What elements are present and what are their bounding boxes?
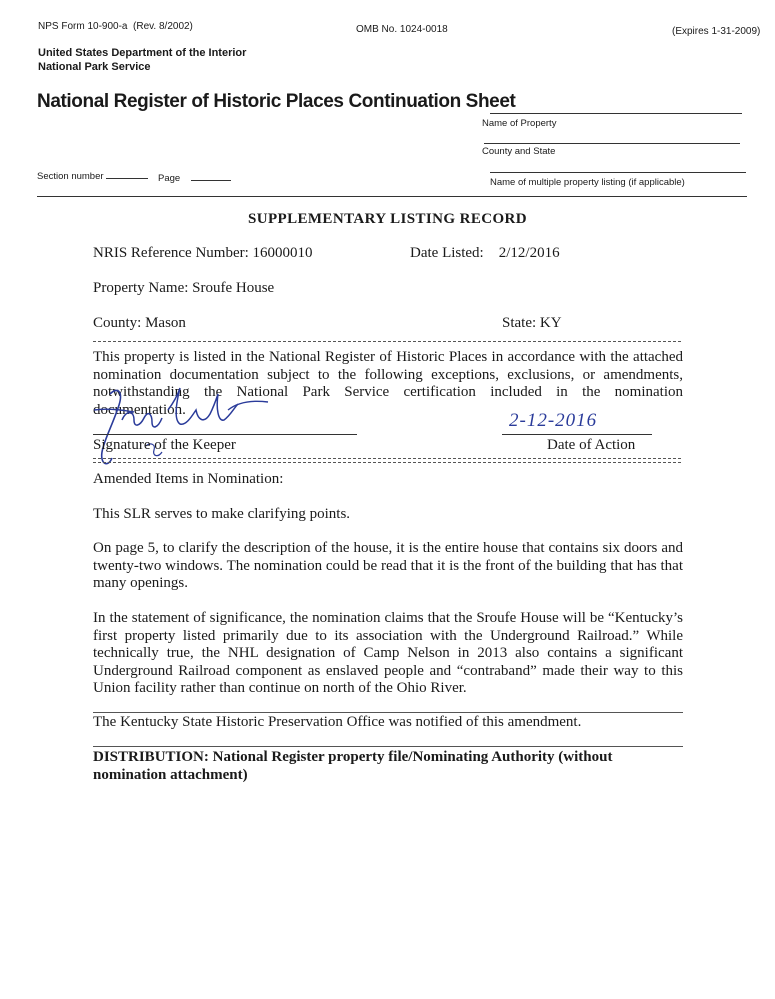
multiple-listing-label: Name of multiple property listing (if applicable)	[490, 177, 685, 188]
dashed-divider	[93, 341, 681, 342]
signature-label: Signature of the Keeper	[93, 437, 236, 453]
date-of-action-line	[502, 434, 652, 435]
nris-reference	[93, 245, 313, 263]
form-id	[38, 21, 193, 32]
multiple-listing-line	[490, 172, 746, 173]
department-name: United States Department of the Interior	[38, 47, 247, 59]
notice-bottom-line	[93, 746, 683, 747]
header-divider	[37, 196, 747, 197]
amendment-paragraph-significance: In the statement of significance, the nomination claims that the Sroufe House will be “Kentucky’s first property listed primarily due to its association with the Underground Railroad.” While technically true, the NHL designation of Camp Nelson in 2013 also contains a significant Underground Railroad component as enslaved people and “contraband” made their way to this Union facility rather than continue on north of the Ohio River.	[93, 610, 683, 696]
shpo-notice: The Kentucky State Historic Preservation Office was notified of this amendment.	[93, 714, 582, 730]
notice-top-line	[93, 712, 683, 713]
county-state-label: County and State	[482, 146, 556, 157]
amendment-intro: This SLR serves to make clarifying points.	[93, 506, 351, 522]
date-listed-label: Date Listed:	[410, 245, 484, 261]
section-number-field	[37, 171, 148, 182]
page-label: Page	[158, 173, 181, 184]
property-name-value: Sroufe House	[192, 280, 275, 296]
distribution-statement: DISTRIBUTION: National Register property file/Nominating Authority (without nomination attachment)	[93, 749, 613, 783]
date-of-action-handwritten: 2-12-2016	[509, 410, 598, 431]
listing-statement: This property is listed in the National Register of Historic Places in accordance with the attached nomination documentation subject to the following exceptions, exclusions, or amendments, notwithstanding the National Park Service certification included in the nomination documentation.	[93, 349, 683, 418]
state-value: KY	[539, 315, 562, 331]
date-listed	[410, 245, 560, 263]
service-name: National Park Service	[38, 61, 151, 73]
county-value: Mason	[145, 315, 186, 331]
page-field	[158, 173, 231, 184]
date-listed-value: 2/12/2016	[498, 245, 560, 261]
state-label: State:	[502, 315, 537, 331]
signature-line	[93, 434, 357, 435]
property-name	[93, 280, 274, 298]
section-number-input	[106, 178, 148, 179]
sheet-title: National Register of Historic Places Continuation Sheet	[37, 91, 516, 112]
county-state-line	[484, 143, 740, 144]
name-of-property-label: Name of Property	[482, 118, 557, 129]
section-number-label: Section number	[37, 171, 104, 182]
name-of-property-line	[490, 113, 742, 114]
amendment-paragraph-page5: On page 5, to clarify the description of the house, it is the entire house that contains six doors and twenty-two windows. The nomination could be read that it is the front of the building that has that many openings.	[93, 540, 683, 591]
nris-label: NRIS Reference Number:	[93, 245, 249, 261]
form-number: NPS Form 10-900-a	[38, 21, 128, 32]
amended-heading: Amended Items in Nomination:	[93, 471, 284, 487]
state	[502, 315, 562, 333]
county-label: County:	[93, 315, 142, 331]
property-name-label: Property Name:	[93, 280, 189, 296]
county	[93, 315, 186, 333]
nris-value: 16000010	[252, 245, 313, 261]
double-dashed-divider	[93, 458, 681, 463]
expiration-date: (Expires 1-31-2009)	[672, 26, 761, 37]
omb-number: OMB No. 1024-0018	[356, 24, 448, 35]
date-of-action-label: Date of Action	[547, 437, 636, 453]
record-title: SUPPLEMENTARY LISTING RECORD	[247, 211, 528, 227]
page-input	[191, 180, 231, 181]
form-revision: (Rev. 8/2002)	[133, 21, 193, 32]
